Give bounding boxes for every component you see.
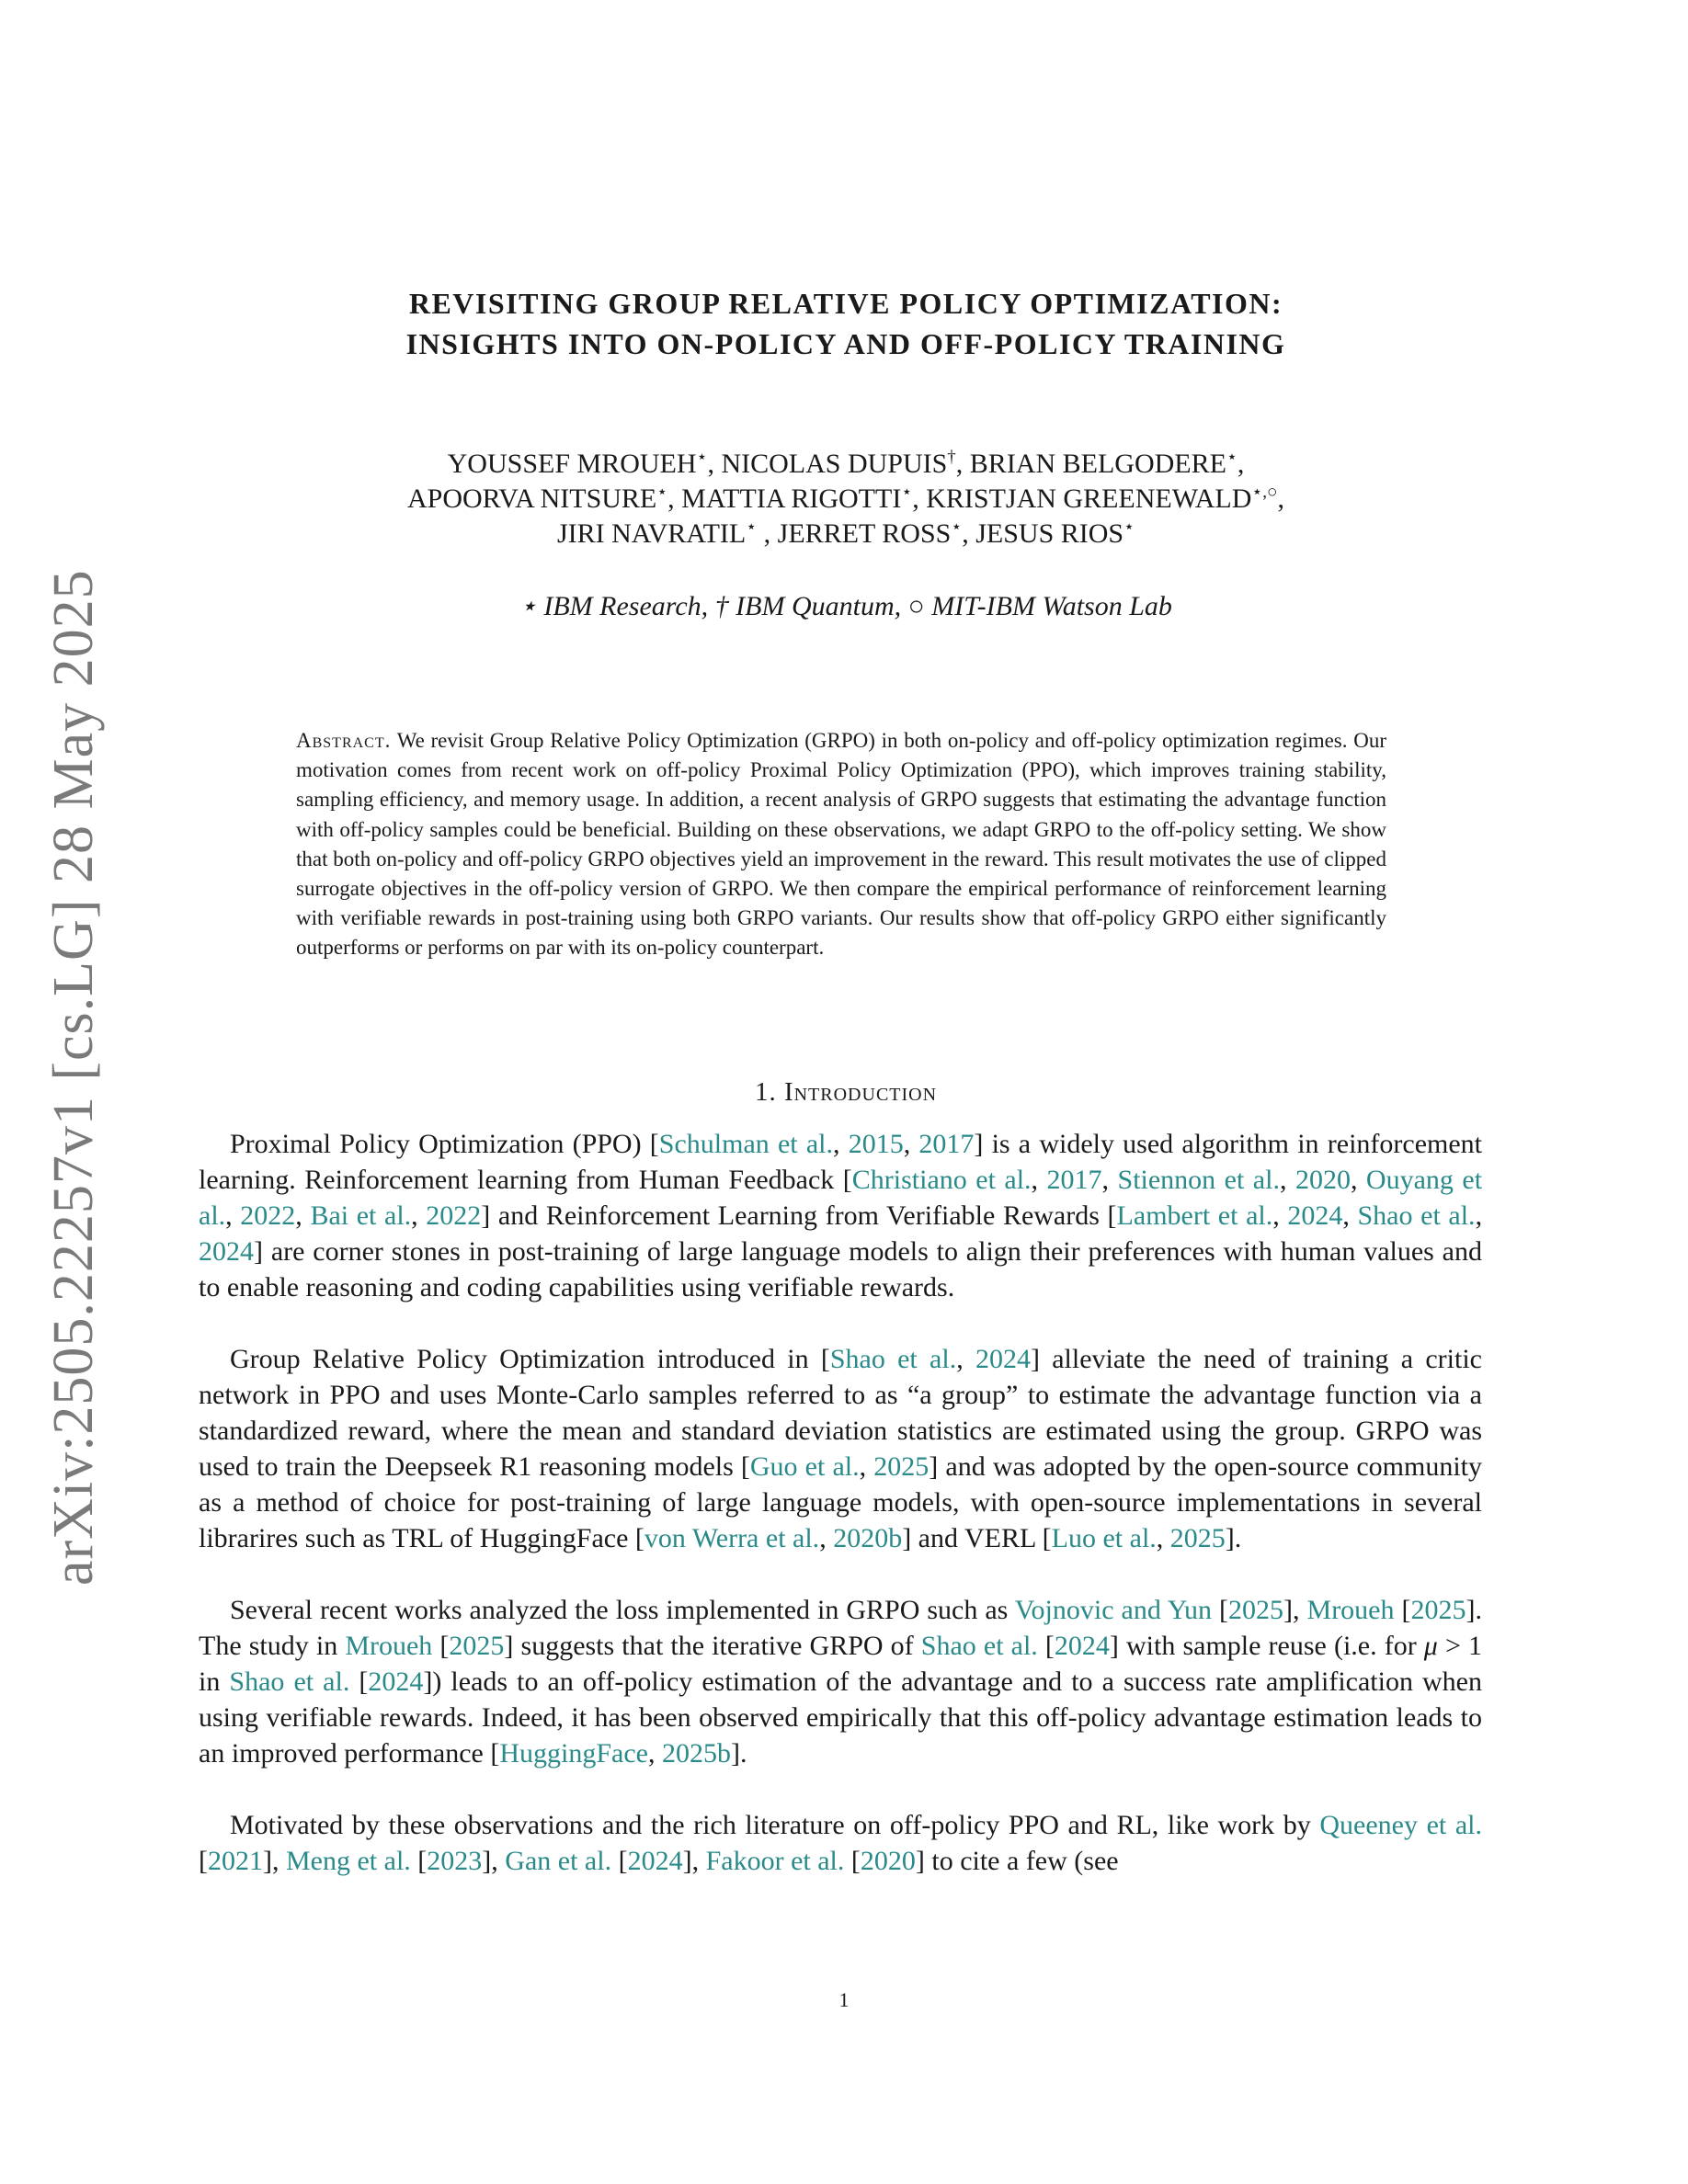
paragraph-text: ],	[263, 1846, 286, 1876]
paragraph-text: ].	[1225, 1523, 1242, 1553]
paragraph-text: ,	[648, 1738, 662, 1769]
author-line	[276, 517, 1416, 552]
citation-link[interactable]: 2025	[449, 1631, 505, 1661]
citation-link[interactable]: 2024	[975, 1344, 1031, 1374]
abstract-heading: Abstract.	[296, 729, 392, 752]
citation-link[interactable]: Ouyang et al.	[199, 1165, 1483, 1231]
citation-link[interactable]: Bai et al.	[310, 1200, 412, 1231]
paragraph-text: ]. The study in	[199, 1595, 1482, 1661]
author-mark: †	[947, 448, 956, 467]
paper-title	[276, 283, 1416, 364]
author-mark: ⋆	[951, 518, 963, 537]
abstract	[296, 726, 1386, 963]
author-mark: ⋆	[746, 518, 758, 537]
title-line-2: INSIGHTS INTO ON-POLICY AND OFF-POLICY TRAINING	[405, 327, 1286, 360]
paragraph-text: Several recent works analyzed the loss implemented in GRPO such as	[230, 1595, 1015, 1625]
author-name: JERRET ROSS	[777, 518, 952, 549]
body-paragraph	[199, 1341, 1482, 1556]
author-line	[276, 447, 1416, 482]
paragraph-text: Motivated by these observations and the rich literature on off-policy PPO and RL, like work by	[230, 1810, 1320, 1840]
citation-link[interactable]: Vojnovic and Yun	[1014, 1595, 1213, 1625]
author-mark: ⋆	[1226, 448, 1237, 467]
citation-link[interactable]: Shao et al.	[229, 1666, 350, 1697]
author-name: APOORVA NITSURE	[407, 483, 657, 514]
paragraph-text: ] suggests that the iterative GRPO of	[504, 1631, 921, 1661]
paragraph-text: [	[844, 1846, 861, 1876]
citation-link[interactable]: 2025	[1410, 1595, 1466, 1625]
author-mark: ⋆,○	[1251, 483, 1278, 502]
paragraph-text: [	[1212, 1595, 1229, 1625]
author-separator: ,	[955, 449, 970, 479]
citation-link[interactable]: Shao et al.	[829, 1344, 957, 1374]
citation-link[interactable]: 2020	[1295, 1165, 1351, 1195]
author-separator: ,	[1237, 449, 1245, 479]
paragraph-text: ,	[1156, 1523, 1170, 1553]
paragraph-text: ,	[1279, 1165, 1295, 1195]
citation-link[interactable]: Lambert et al.	[1116, 1200, 1273, 1231]
paragraph-text: ,	[411, 1200, 427, 1231]
section-heading	[276, 1077, 1416, 1108]
citation-link[interactable]: 2020	[860, 1846, 916, 1876]
citation-link[interactable]: Queeney et al.	[1319, 1810, 1482, 1840]
author-separator: ,	[912, 483, 927, 514]
body-paragraph	[199, 1592, 1482, 1771]
citation-link[interactable]: Stiennon et al.	[1117, 1165, 1280, 1195]
paragraph-text: > 1 in	[199, 1631, 1482, 1697]
author-name: JESUS RIOS	[975, 518, 1124, 549]
author-mark: ⋆	[656, 483, 668, 502]
citation-link[interactable]: Guo et al.	[749, 1451, 860, 1482]
paragraph-text: ] and was adopted by the open-source community as a method of choice for post-training of large language models, with open-source implementations in several librarires such as TRL of HuggingFace [	[199, 1451, 1483, 1553]
citation-link[interactable]: von Werra et al.	[644, 1523, 820, 1553]
citation-link[interactable]: Christiano et al.	[851, 1165, 1032, 1195]
section-title: Introduction	[783, 1077, 938, 1107]
citation-link[interactable]: Mroueh	[1306, 1595, 1395, 1625]
author-list	[276, 447, 1416, 552]
math-symbol: μ	[1423, 1631, 1438, 1661]
citation-link[interactable]: 2025b	[662, 1738, 731, 1769]
paragraph-text: ] alleviate the need of training a critic network in PPO and uses Monte-Carlo samples referred to as “a group” to estimate the advantage function via a standardized reward, where the mean and standard deviation statistics are estimated using the group. GRPO was used to train the Deepseek R1 reasoning models [	[199, 1344, 1482, 1482]
citation-link[interactable]: Mroueh	[345, 1631, 433, 1661]
author-mark: ⋆	[696, 448, 708, 467]
citation-link[interactable]: HuggingFace	[499, 1738, 648, 1769]
paragraph-text: ,	[225, 1200, 241, 1231]
paragraph-text: ,	[956, 1344, 975, 1374]
paragraph-text: ,	[859, 1451, 874, 1482]
introduction-body	[199, 1126, 1482, 1915]
paragraph-text: [	[611, 1846, 628, 1876]
author-separator: ,	[962, 518, 976, 549]
paragraph-text: ],	[1283, 1595, 1307, 1625]
paragraph-text: ,	[1350, 1165, 1366, 1195]
citation-link[interactable]: 2022	[240, 1200, 296, 1231]
author-separator: ,	[757, 518, 778, 549]
citation-link[interactable]: 2015	[848, 1129, 904, 1159]
citation-link[interactable]: 2023	[427, 1846, 483, 1876]
paragraph-text: ] is a widely used algorithm in reinforcement learning. Reinforcement learning from Human Feedback [	[199, 1129, 1482, 1195]
author-line	[276, 482, 1416, 517]
author-name: JIRI NAVRATIL	[556, 518, 747, 549]
paragraph-text: ,	[1475, 1200, 1483, 1231]
citation-link[interactable]: 2021	[208, 1846, 263, 1876]
citation-link[interactable]: 2025	[873, 1451, 930, 1482]
paragraph-text: [	[1394, 1595, 1411, 1625]
citation-link[interactable]: 2024	[368, 1666, 424, 1697]
author-name: BRIAN BELGODERE	[969, 449, 1226, 479]
paragraph-text: [	[410, 1846, 428, 1876]
paragraph-text: ] and VERL [	[902, 1523, 1052, 1553]
page-number: 1	[838, 1988, 850, 2011]
paragraph-text: ] are corner stones in post-training of large language models to align their preferences with human values and to enable reasoning and coding capabilities using verifiable rewards.	[199, 1236, 1482, 1302]
paragraph-text: ,	[295, 1200, 311, 1231]
paragraph-text: ],	[682, 1846, 706, 1876]
paragraph-text: ] to cite a few (see	[915, 1846, 1119, 1876]
citation-link[interactable]: Meng et al.	[286, 1846, 411, 1876]
paragraph-text: Proximal Policy Optimization (PPO) [	[230, 1129, 659, 1159]
paragraph-text: ] with sample reuse (i.e. for	[1109, 1631, 1424, 1661]
paragraph-text: ,	[833, 1129, 849, 1159]
citation-link[interactable]: 2024	[199, 1236, 254, 1267]
affiliations: ⋆ IBM Research, † IBM Quantum, ○ MIT-IBM Watson Lab	[519, 591, 1172, 621]
citation-link[interactable]: Fakoor et al.	[705, 1846, 845, 1876]
citation-link[interactable]: 2024	[1287, 1200, 1343, 1231]
citation-link[interactable]: 2020b	[833, 1523, 903, 1553]
paragraph-text: Group Relative Policy Optimization introduced in [	[230, 1344, 830, 1374]
citation-link[interactable]: 2024	[1054, 1631, 1110, 1661]
paragraph-text: [	[1037, 1631, 1055, 1661]
paragraph-text: ,	[1101, 1165, 1118, 1195]
paragraph-text: ],	[482, 1846, 506, 1876]
citation-link[interactable]: Shao et al.	[920, 1631, 1038, 1661]
paragraph-text: ,	[903, 1129, 919, 1159]
paragraph-text: ]) leads to an off-policy estimation of the advantage and to a success rate amplification when using verifiable rewards. Indeed, it has been observed empirically that this off-policy advantage estimation leads to an improved performance [	[199, 1666, 1482, 1769]
paragraph-text: ] and Reinforcement Learning from Verifiable Rewards [	[481, 1200, 1117, 1231]
citation-link[interactable]: Luo et al.	[1051, 1523, 1157, 1553]
author-name: NICOLAS DUPUIS	[721, 449, 948, 479]
citation-link[interactable]: 2017	[918, 1129, 975, 1159]
title-line-1: REVISITING GROUP RELATIVE POLICY OPTIMIZATION:	[408, 287, 1283, 320]
body-paragraph	[199, 1807, 1482, 1879]
author-mark: ⋆	[1123, 518, 1135, 537]
author-separator: ,	[667, 483, 682, 514]
body-paragraph	[199, 1126, 1482, 1305]
paragraph-text: [	[432, 1631, 450, 1661]
paragraph-text: ].	[731, 1738, 747, 1769]
author-name: MATTIA RIGOTTI	[681, 483, 902, 514]
citation-link[interactable]: Schulman et al.	[658, 1129, 833, 1159]
paragraph-text: [	[349, 1666, 369, 1697]
citation-link[interactable]: 2025	[1169, 1523, 1226, 1553]
arxiv-identifier-stamp: arXiv:2505.22257v1 [cs.LG] 28 May 2025	[42, 569, 105, 1586]
paragraph-text: [	[199, 1846, 208, 1876]
citation-link[interactable]: 2025	[1228, 1595, 1284, 1625]
citation-link[interactable]: Shao et al.	[1357, 1200, 1476, 1231]
section-number: 1.	[754, 1077, 777, 1107]
paragraph-text: ,	[1031, 1165, 1047, 1195]
author-mark: ⋆	[901, 483, 913, 502]
citation-link[interactable]: 2017	[1046, 1165, 1102, 1195]
author-name: KRISTJAN GREENEWALD	[926, 483, 1252, 514]
abstract-text: We revisit Group Relative Policy Optimization (GRPO) in both on-policy and off-policy optimization regimes. Our motivation comes from recent work on off-policy Proximal Policy Optimization (PPO), which improves training stability, sampling efficiency, and memory usage. In addition, a recent analysis of GRPO suggests that estimating the advantage function with off-policy samples could be beneficial. Building on these observations, we adapt GRPO to the off-policy setting. We show that both on-policy and off-policy GRPO objectives yield an improvement in the reward. This result motivates the use of clipped surrogate objectives in the off-policy version of GRPO. We then compare the empirical performance of reinforcement learning with verifiable rewards in post-training using both GRPO variants. Our results show that off-policy GRPO either significantly outperforms or performs on par with its on-policy counterpart.	[296, 729, 1387, 960]
author-separator: ,	[1277, 483, 1284, 514]
citation-link[interactable]: 2024	[627, 1846, 683, 1876]
author-name: YOUSSEF MROUEH	[447, 449, 697, 479]
paragraph-text: ,	[819, 1523, 834, 1553]
paragraph-text: ,	[1342, 1200, 1358, 1231]
citation-link[interactable]: Gan et al.	[505, 1846, 612, 1876]
paragraph-text: ,	[1272, 1200, 1288, 1231]
citation-link[interactable]: 2022	[426, 1200, 482, 1231]
author-separator: ,	[707, 449, 722, 479]
